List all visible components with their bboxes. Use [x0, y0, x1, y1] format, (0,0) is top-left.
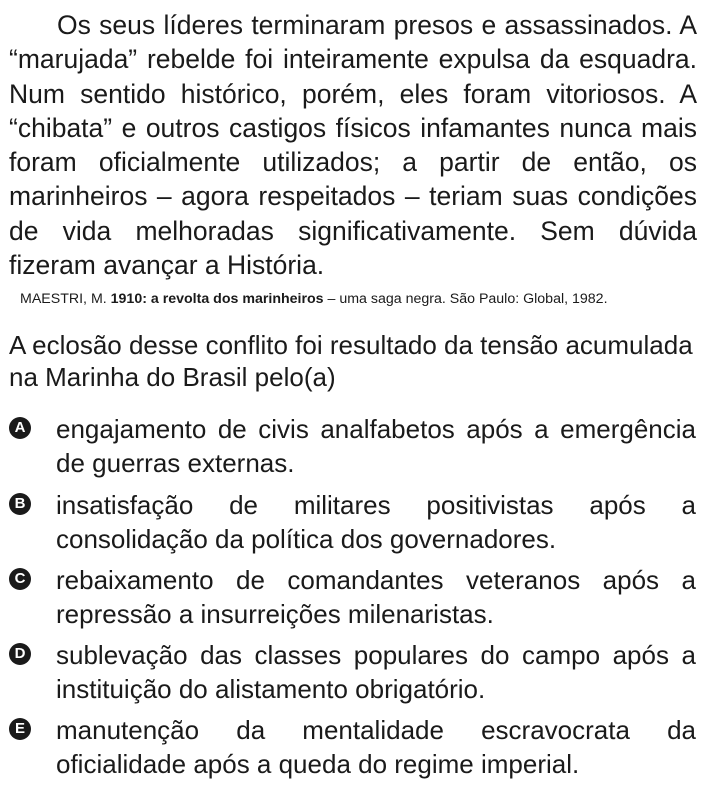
option-b[interactable] [9, 488, 699, 554]
option-c[interactable] [9, 563, 699, 629]
option-a[interactable] [9, 412, 699, 478]
citation [20, 290, 700, 308]
option-d-text: sublevação das classes populares do campo após a instituição do alistamento obrigatório. [56, 640, 696, 704]
question-stem: A eclosão desse conflito foi resultado da tensão acumulada na Marinha do Brasil pelo(a) [9, 330, 693, 392]
option-d[interactable] [9, 638, 699, 704]
option-c-text: rebaixamento de comandantes veteranos após a repressão a insurreições milenaristas. [56, 565, 696, 629]
option-letter-b-icon: B [9, 493, 31, 515]
option-letter-c-icon: C [9, 568, 31, 590]
option-a-text: engajamento de civis analfabetos após a emergência de guerras externas. [56, 414, 696, 478]
option-e-text: manutenção da mentalidade escravocrata da oficialidade após a queda do regime imperial. [56, 715, 696, 779]
option-letter-d-icon: D [9, 643, 31, 665]
option-e[interactable] [9, 713, 699, 779]
citation-title: 1910: a revolta dos marinheiros [110, 291, 324, 307]
option-letter-a-icon: A [9, 417, 31, 439]
passage-text: Os seus líderes terminaram presos e assassinados. A “marujada” rebelde foi inteiramente expulsa da esquadra. Num sentido histórico, porém, eles foram vitoriosos. A “chibata” e outros castigos físicos infamantes nunca mais foram oficialmente utilizados; a partir de então, os marinheiros – agora respeitados – teriam suas condições de vida melhoradas significativamente. Sem dúvida fizeram avançar a História. [9, 10, 697, 281]
citation-author: MAESTRI, M. [20, 291, 111, 307]
option-letter-e-icon: E [9, 718, 31, 740]
citation-rest: – uma saga negra. São Paulo: Global, 1982. [323, 291, 608, 307]
passage [9, 8, 697, 282]
option-b-text: insatisfação de militares positivistas após a consolidação da política dos governadores. [56, 490, 696, 554]
